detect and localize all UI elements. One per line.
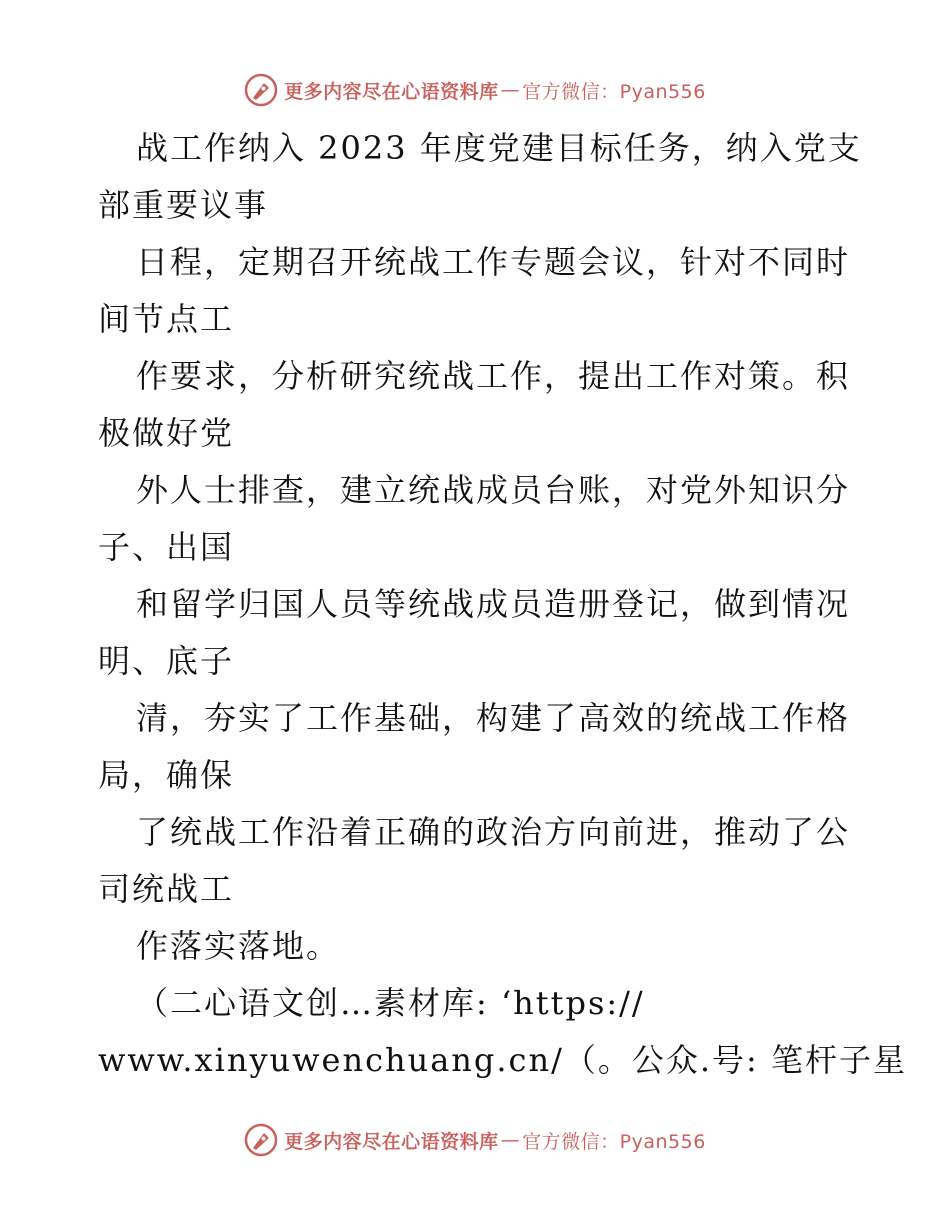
body-line: 清，夯实了工作基础，构建了高效的统战工作格 xyxy=(136,699,851,737)
watermark-text: 更多内容尽在心语资料库 xyxy=(284,80,499,103)
body-line: 作要求，分析研究统战工作，提出工作对策。积 xyxy=(136,357,851,395)
body-line: 局，确保 xyxy=(98,756,235,794)
body-line: 日程，定期召开统战工作专题会议，针对不同时 xyxy=(136,243,851,281)
body-line: 极做好党 xyxy=(98,414,235,452)
body-line: 间节点工 xyxy=(98,300,235,338)
watermark-separator: — xyxy=(500,79,521,101)
body-line: 作落实落地。 xyxy=(136,927,341,965)
body-line: 明、底子 xyxy=(98,642,235,680)
document-body xyxy=(98,120,907,1089)
body-line: 和留学归国人员等统战成员造册登记，做到情况 xyxy=(136,585,851,623)
body-line: 外人士排查，建立统战成员台账，对党外知识分 xyxy=(136,471,851,509)
body-line: 战工作纳入 2023 年度党建目标任务，纳入党支 xyxy=(136,129,862,167)
watermark-separator: — xyxy=(500,1129,521,1151)
watermark-text: 更多内容尽在心语资料库 xyxy=(284,1130,499,1153)
footer-watermark xyxy=(0,1120,950,1160)
body-line: www.xinyuwenchuang.cn/（。公众.号: 笔杆子星 xyxy=(98,1041,907,1079)
header-watermark xyxy=(0,70,950,110)
pen-nib-logo-icon xyxy=(244,73,278,107)
watermark-contact: 官方微信：Pyan556 xyxy=(522,80,706,103)
watermark-contact: 官方微信：Pyan556 xyxy=(522,1130,706,1153)
body-line: 部重要议事 xyxy=(98,186,269,224)
body-line: 司统战工 xyxy=(98,870,235,908)
body-line: 子、出国 xyxy=(98,528,235,566)
pen-nib-logo-icon xyxy=(244,1123,278,1157)
body-line: 了统战工作沿着正确的政治方向前进，推动了公 xyxy=(136,813,851,851)
body-line: （二心语文创…素材库: ‘https:// xyxy=(136,984,645,1022)
